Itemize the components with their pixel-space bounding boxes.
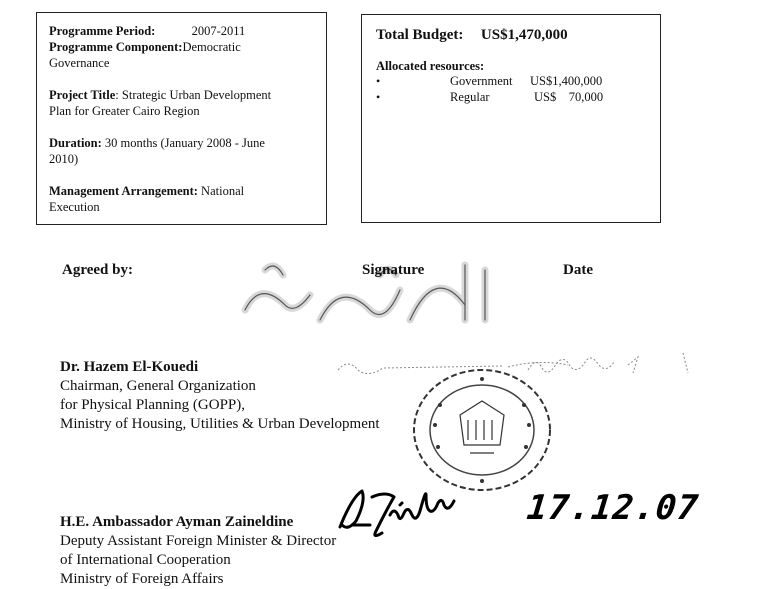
project-title-value: : Strategic Urban Development — [115, 88, 272, 102]
signatory-1-title-line: Chairman, General Organization — [60, 378, 256, 394]
programme-component-row — [49, 39, 326, 55]
date-header: Date — [563, 262, 593, 278]
resource-value: US$ 70,000 — [534, 90, 604, 104]
programme-info-box — [36, 12, 327, 225]
duration-value: 30 months (January 2008 - June — [101, 136, 265, 150]
official-seal-stamp — [410, 365, 555, 495]
signatory-2-title-line: Deputy Assistant Foreign Minister & Director — [60, 533, 337, 549]
duration-label: Duration: — [49, 136, 102, 150]
management-row — [49, 183, 326, 199]
programme-period-value: 2007-2011 — [191, 24, 246, 38]
programme-component-label: Programme Component: — [49, 40, 183, 54]
programme-period-row — [49, 23, 326, 39]
duration-row — [49, 135, 326, 151]
project-title-row — [49, 87, 326, 103]
resource-row-regular — [376, 90, 660, 106]
programme-component-value-cont: Governance — [49, 56, 110, 70]
programme-component-value: Democratic — [182, 40, 241, 54]
allocated-resources-label: Allocated resources: — [376, 59, 485, 73]
programme-period-label: Programme Period: — [49, 24, 156, 38]
signatory-2-title-line: Ministry of Foreign Affairs — [60, 571, 224, 587]
resource-row-government — [376, 74, 660, 90]
signatory-2 — [60, 513, 336, 589]
resource-value: US$1,400,000 — [530, 74, 603, 88]
total-budget-value: US$1,470,000 — [480, 27, 568, 43]
management-label: Management Arrangement: — [49, 184, 198, 198]
signature-2-handwritten — [330, 485, 490, 545]
bullet-icon: • — [376, 74, 381, 88]
management-value: National — [197, 184, 245, 198]
signatory-2-name: H.E. Ambassador Ayman Zaineldine — [60, 514, 294, 530]
bullet-icon: • — [376, 90, 381, 104]
total-budget-row — [376, 27, 660, 44]
signatory-1-name: Dr. Hazem El-Kouedi — [60, 359, 199, 375]
duration-value-cont: 2010) — [49, 152, 79, 166]
signatory-2-handwritten-date: 17.12.07 — [524, 488, 701, 528]
total-budget-label: Total Budget: — [376, 27, 464, 43]
project-title-label: Project Title — [49, 88, 116, 102]
project-title-value-cont: Plan for Greater Cairo Region — [49, 104, 200, 118]
management-value-cont: Execution — [49, 200, 100, 214]
resource-label: Regular — [450, 90, 490, 104]
signatory-1-title-line: for Physical Planning (GOPP), — [60, 397, 245, 413]
agreed-by-header: Agreed by: — [62, 262, 133, 278]
signatory-2-title-line: of International Cooperation — [60, 552, 231, 568]
budget-box — [361, 14, 661, 223]
resource-label: Government — [450, 74, 513, 88]
signature-header: Signature — [362, 262, 425, 278]
signatory-1-title-line: Ministry of Housing, Utilities & Urban Development — [60, 416, 380, 432]
